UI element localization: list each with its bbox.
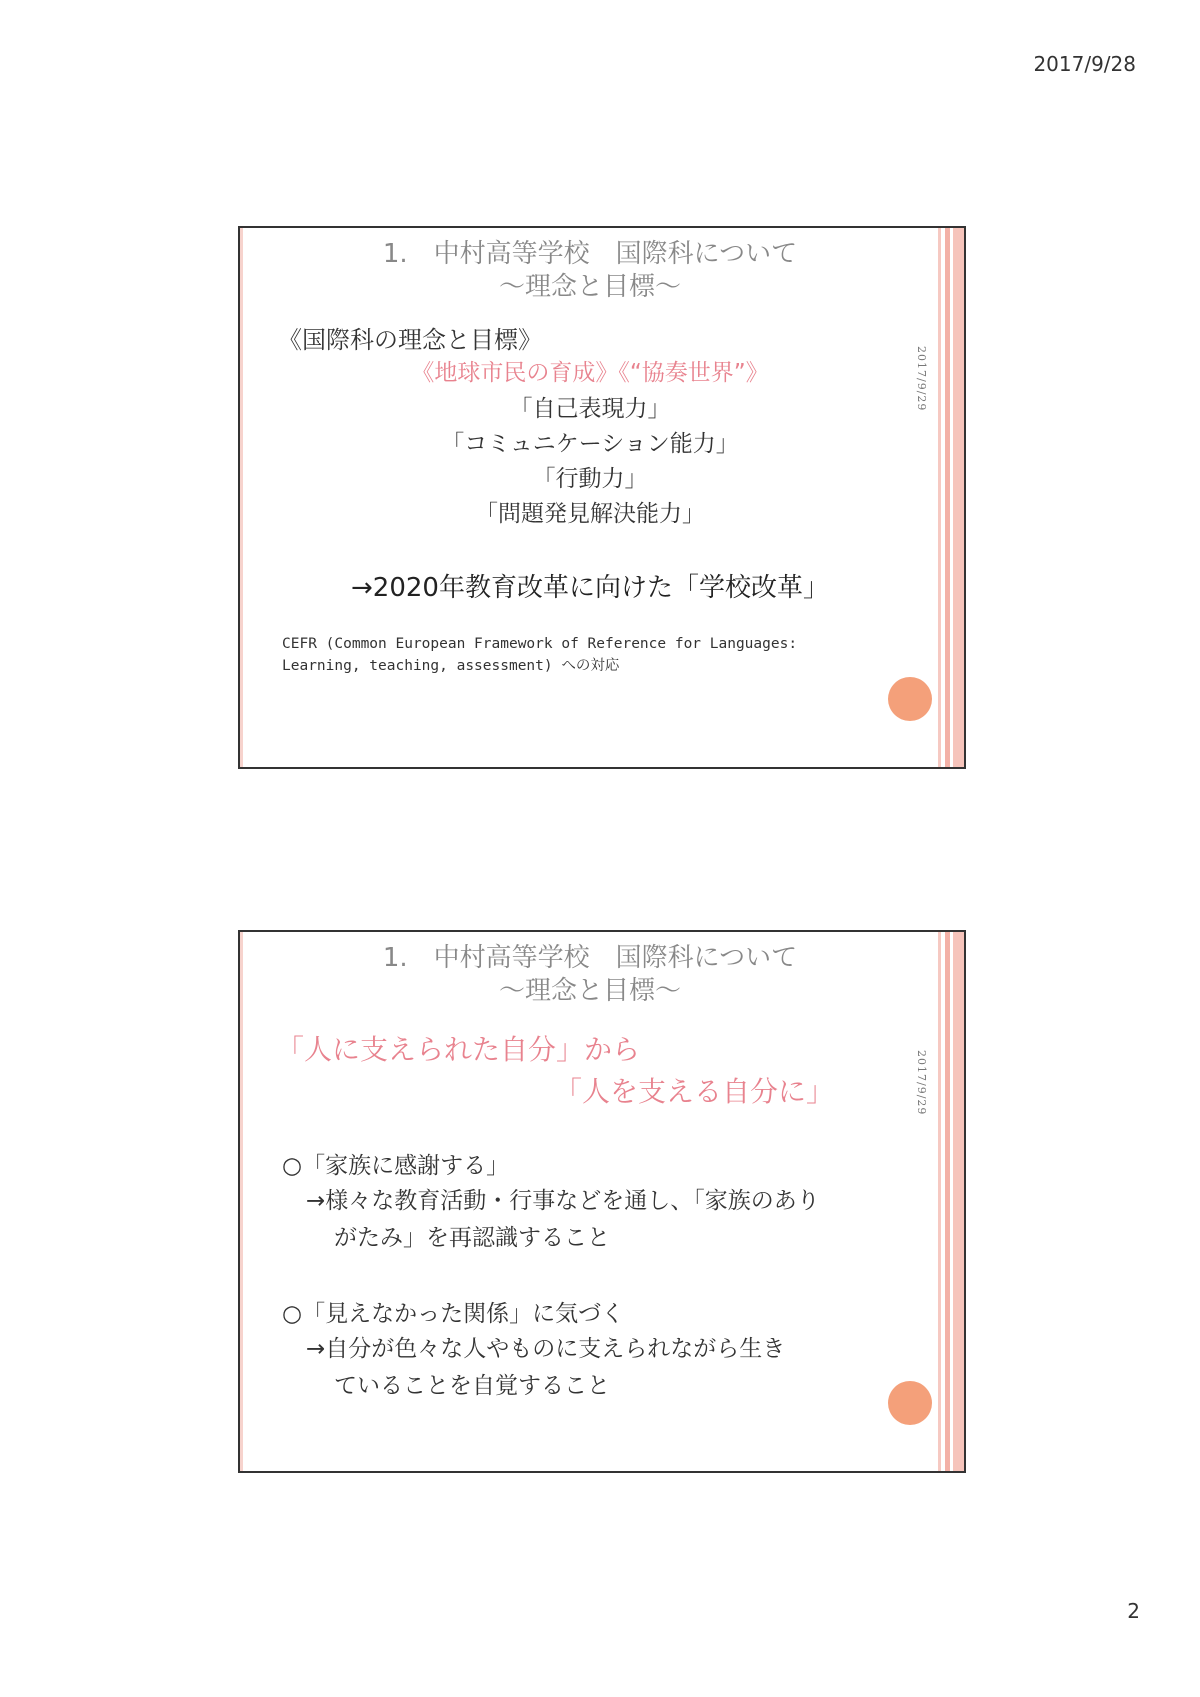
slide-title-line2: ～理念と目標～	[498, 272, 681, 302]
point-detail	[306, 1183, 826, 1257]
cefr-note-line1: CEFR (Common European Framework of Reference for Languages:	[282, 636, 798, 652]
ability-item: 「自己表現力」	[509, 396, 671, 422]
cefr-note-line2: Learning, teaching, assessment) への対応	[282, 658, 620, 674]
slide-1	[238, 226, 966, 769]
orange-circle-decoration	[888, 1381, 932, 1425]
slide-title-line1: 1. 中村高等学校 国際科について	[382, 943, 798, 973]
ability-item: 「行動力」	[532, 466, 648, 492]
cefr-note	[282, 633, 797, 677]
ability-item: 「コミュニケーション能力」	[441, 431, 739, 457]
orange-circle-decoration	[888, 677, 932, 721]
slide-side-stripes	[938, 932, 964, 1471]
page-date: 2017/9/28	[1033, 52, 1136, 76]
point-detail	[306, 1331, 826, 1405]
point-heading: ○「見えなかった関係」に気づく	[282, 1301, 625, 1327]
slide-title	[240, 238, 940, 304]
slide-title-line1: 1. 中村高等学校 国際科について	[382, 239, 798, 269]
ability-item: 「問題発見解決能力」	[475, 501, 705, 527]
slide-title	[240, 942, 940, 1008]
slide-side-stripes	[938, 228, 964, 767]
philosophy-heading: 《国際科の理念と目標》	[278, 326, 542, 354]
supported-self-line: 「人に支えられた自分」から	[276, 1033, 641, 1066]
school-reform-line: →2020年教育改革に向けた「学校改革」	[351, 573, 829, 603]
global-citizen-line: 《地球市民の育成》《“協奏世界”》	[411, 360, 769, 386]
supporting-self-line: 「人を支える自分に」	[554, 1075, 835, 1108]
page-number: 2	[1127, 1599, 1140, 1623]
point-detail-line1: →自分が色々な人やものに支えられながら生き	[306, 1336, 786, 1362]
point-detail-line2: ていることを自覚すること	[334, 1373, 610, 1399]
slide-vertical-date: 2017/9/29	[915, 1050, 928, 1116]
slide-left-stripe	[240, 932, 243, 1471]
point-detail-line2: がたみ」を再認識すること	[334, 1225, 610, 1251]
slide-2	[238, 930, 966, 1473]
slide-vertical-date: 2017/9/29	[915, 346, 928, 412]
point-detail-line1: →様々な教育活動・行事などを通し、「家族のあり	[306, 1188, 820, 1214]
point-heading: ○「家族に感謝する」	[282, 1153, 510, 1179]
slide-title-line2: ～理念と目標～	[498, 976, 681, 1006]
